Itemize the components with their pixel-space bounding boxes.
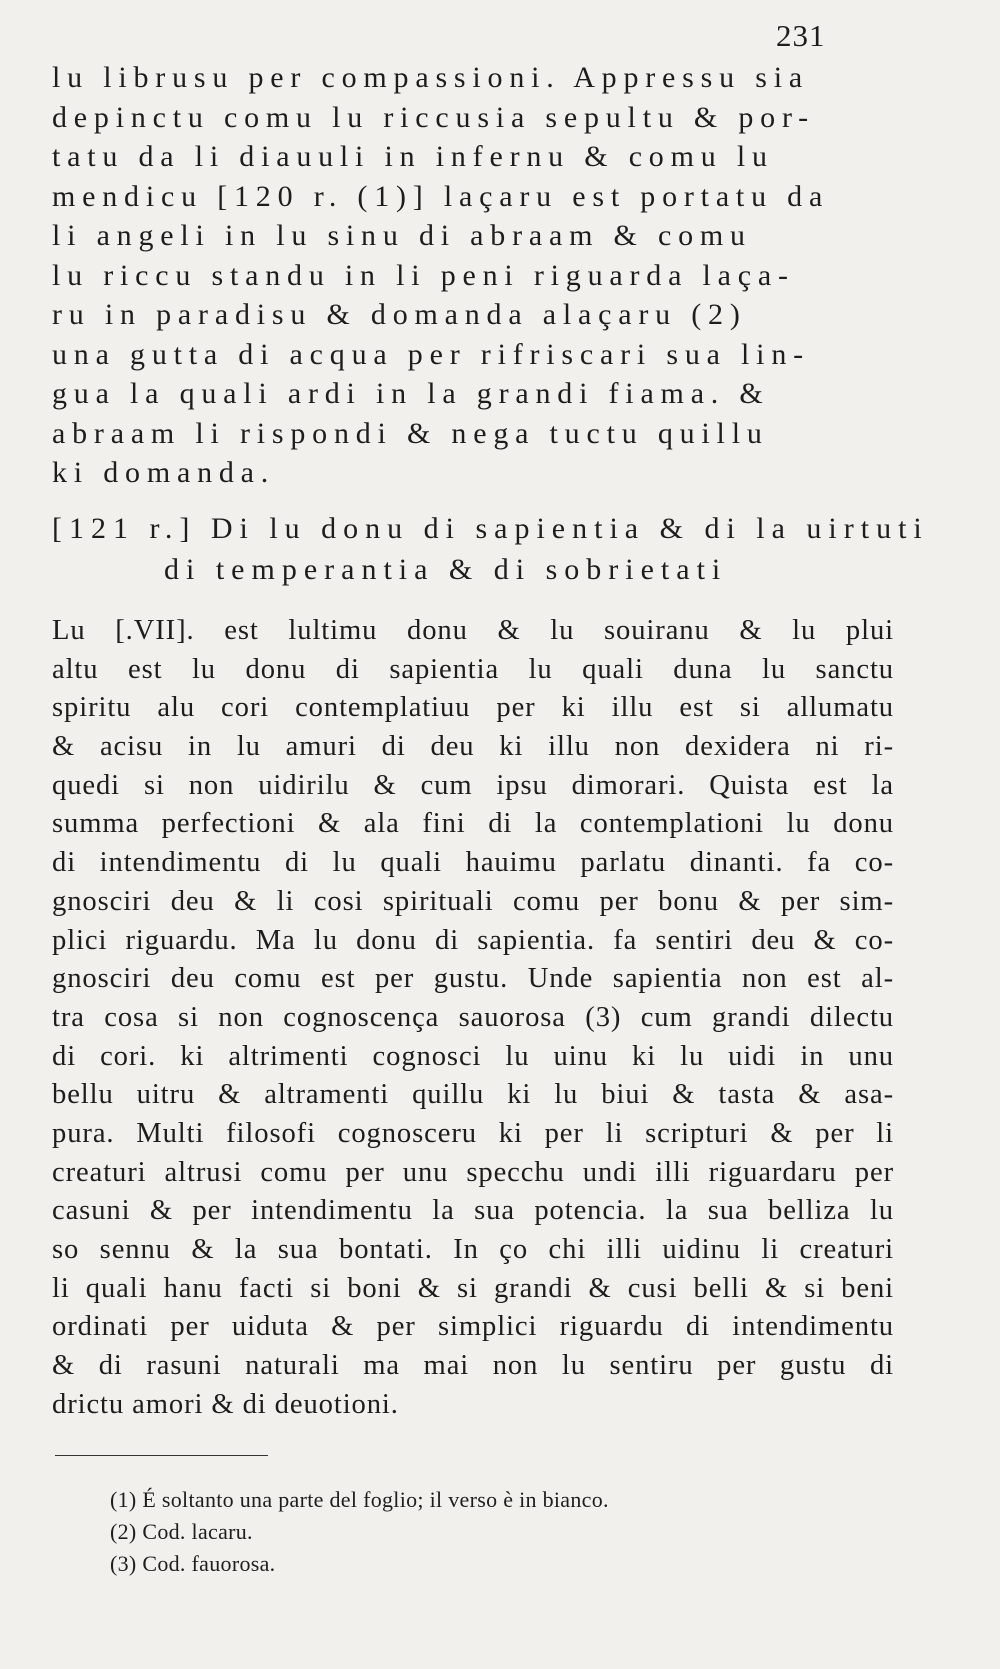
text-line: mendicu [120 r. (1)] laçaru est portatu da: [52, 179, 830, 213]
section-heading: [52, 508, 929, 590]
footnotes: [110, 1484, 609, 1580]
text-line: creaturi altrusi comu per unu specchu undi illi riguardaru per: [52, 1156, 894, 1188]
text-line: abraam li rispondi & nega tuctu quillu: [52, 416, 769, 450]
text-line: Lu [.VII]. est lultimu donu & lu souiranu & lu plui: [52, 615, 894, 646]
text-line: una gutta di acqua per rifriscari sua lin-: [52, 337, 810, 371]
text-line: casuni & per intendimentu la sua potencia. la sua belliza lu: [52, 1195, 894, 1227]
text-line: li quali hanu facti si boni & si grandi & cusi belli & si beni: [52, 1272, 894, 1304]
text-line: & di rasuni naturali ma mai non lu sentiru per gustu di: [52, 1350, 894, 1382]
footnote: (2) Cod. lacaru.: [110, 1519, 253, 1544]
body-paragraph: [52, 612, 894, 1424]
text-line: altu est lu donu di sapientia lu quali duna lu sanctu: [52, 653, 894, 685]
page-number: 231: [776, 18, 826, 53]
heading-line: [121 r.] Di lu donu di sapientia & di la uirtuti: [52, 512, 929, 545]
text-line: tatu da li diauuli in infernu & comu lu: [52, 140, 774, 173]
text-line: & acisu in lu amuri di deu ki illu non dexidera ni ri-: [52, 731, 894, 763]
text-line: pura. Multi filosofi cognosceru ki per li scripturi & per li: [52, 1117, 894, 1149]
text-line: di intendimentu di lu quali hauimu parlatu dinanti. fa co-: [52, 847, 894, 879]
text-line: depinctu comu lu riccusia sepultu & por-: [52, 100, 815, 134]
text-line: gua la quali ardi in la grandi fiama. &: [52, 377, 770, 410]
footnote-divider: [55, 1455, 268, 1456]
top-paragraph: [52, 58, 894, 493]
text-line: ki domanda.: [52, 456, 276, 489]
text-line: plici riguardu. Ma lu donu di sapientia. fa sentiri deu & co-: [52, 924, 894, 956]
footnote: (3) Cod. fauorosa.: [110, 1551, 276, 1576]
text-line: lu librusu per compassioni. Appressu sia: [52, 61, 809, 94]
text-line: ordinati per uiduta & per simplici riguardu di intendimentu: [52, 1311, 894, 1343]
text-line: drictu amori & di deuotioni.: [52, 1388, 399, 1420]
text-line: tra cosa si non cognoscença sauorosa (3) cum grandi dilectu: [52, 1001, 894, 1033]
text-line: spiritu alu cori contemplatiuu per ki illu est si allumatu: [52, 692, 894, 724]
text-line: bellu uitru & altramenti quillu ki lu biui & tasta & asa-: [52, 1079, 894, 1111]
text-line: di cori. ki altrimenti cognosci lu uinu ki lu uidi in unu: [52, 1040, 894, 1072]
heading-line: di temperantia & di sobrietati: [164, 553, 728, 586]
footnote: (1) É soltanto una parte del foglio; il verso è in bianco.: [110, 1487, 609, 1512]
text-line: summa perfectioni & ala fini di la contemplationi lu donu: [52, 808, 894, 840]
text-line: lu riccu standu in li peni riguarda laça-: [52, 258, 795, 292]
text-line: li angeli in lu sinu di abraam & comu: [52, 219, 752, 252]
text-line: gnosciri deu comu est per gustu. Unde sapientia non est al-: [52, 963, 894, 995]
text-line: gnosciri deu & li cosi spirituali comu per bonu & per sim-: [52, 885, 894, 917]
text-line: quedi si non uidirilu & cum ipsu dimorari. Quista est la: [52, 769, 894, 801]
text-line: ru in paradisu & domanda alaçaru (2): [52, 298, 747, 331]
text-line: so sennu & la sua bontati. In ço chi illi uidinu li creaturi: [52, 1234, 894, 1265]
